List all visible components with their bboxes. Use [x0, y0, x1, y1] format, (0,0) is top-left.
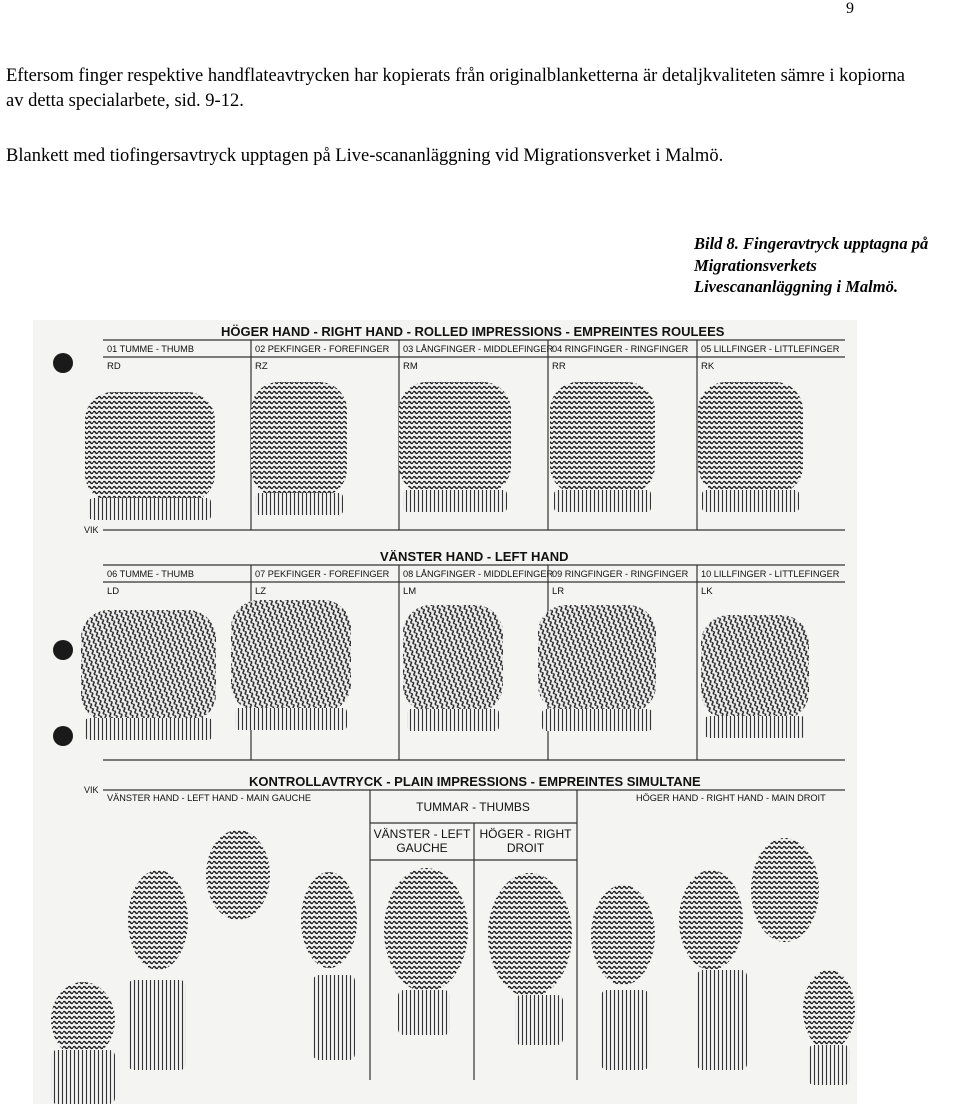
finger-code: RK — [701, 361, 715, 372]
rolled-left-title: VÄNSTER HAND - LEFT HAND — [380, 549, 569, 564]
finger-crease — [313, 975, 355, 1060]
caption-line: Migrationsverkets — [694, 255, 817, 275]
finger-crease — [255, 493, 343, 515]
finger-crease — [85, 718, 212, 740]
rolled-fingerprint — [698, 382, 803, 494]
rolled-fingerprint — [231, 600, 351, 712]
plain-fingerprint — [591, 885, 655, 985]
plain-fingerprint — [751, 838, 819, 942]
finger-crease — [235, 708, 347, 730]
cell-label: 05 LILLFINGER - LITTLEFINGER — [701, 344, 840, 354]
caption-line: Livescananläggning i Malmö. — [694, 277, 898, 296]
binder-hole — [53, 353, 73, 373]
rolled-fingerprint — [550, 382, 655, 494]
plain-fingerprint — [488, 873, 572, 997]
plain-fingerprint — [679, 870, 743, 970]
finger-code: LZ — [255, 586, 267, 597]
finger-crease — [601, 990, 649, 1070]
plain-fingerprint — [206, 830, 270, 920]
thumb-right-line: HÖGER - RIGHT — [479, 827, 572, 841]
rolled-fingerprint — [81, 610, 216, 722]
binder-hole — [53, 640, 73, 660]
finger-crease — [808, 1045, 850, 1085]
finger-code: LK — [701, 586, 713, 597]
binder-hole — [53, 726, 73, 746]
thumb-right-label — [474, 827, 577, 855]
finger-code: LM — [403, 586, 417, 597]
plain-fingerprint — [128, 870, 188, 970]
figure-caption — [694, 233, 960, 298]
finger-crease — [89, 498, 211, 520]
finger-code: RM — [403, 361, 418, 372]
thumb-right-line: DROIT — [506, 841, 545, 855]
finger-crease — [407, 709, 499, 731]
fold-mark: VIK — [84, 785, 99, 795]
page-number: 9 — [846, 0, 854, 17]
cell-label: 02 PEKFINGER - FOREFINGER — [255, 344, 390, 354]
finger-crease — [705, 716, 805, 738]
finger-crease — [128, 980, 186, 1070]
cell-label: 09 RINGFINGER - RINGFINGER — [552, 569, 689, 579]
finger-code: LD — [107, 586, 120, 597]
rolled-fingerprint — [85, 392, 215, 502]
cell-label: 10 LILLFINGER - LITTLEFINGER — [701, 569, 840, 579]
fingerprint-card — [33, 320, 857, 1104]
paragraph-form-description: Blankett med tiofingersavtryck upptagen på Live-scananläggning vid Migrationsverket i Malmö. — [6, 146, 724, 166]
finger-crease — [398, 990, 450, 1035]
finger-crease — [51, 1050, 115, 1104]
rolled-fingerprint — [701, 615, 809, 720]
plain-left-label: VÄNSTER HAND - LEFT HAND - MAIN GAUCHE — [107, 793, 312, 803]
cell-label: 07 PEKFINGER - FOREFINGER — [255, 569, 390, 579]
rolled-fingerprint — [399, 382, 511, 494]
finger-crease — [403, 490, 507, 512]
rolled-fingerprint — [403, 605, 503, 713]
finger-code: RZ — [255, 361, 268, 372]
plain-fingerprint — [51, 982, 115, 1058]
rolled-fingerprint — [538, 605, 656, 713]
finger-crease — [554, 490, 651, 512]
cell-label: 08 LÅNGFINGER - MIDDLEFINGER — [403, 569, 554, 579]
finger-code: RR — [552, 361, 566, 372]
cell-label: 06 TUMME - THUMB — [107, 569, 194, 579]
finger-crease — [515, 995, 563, 1045]
thumb-left-line: GAUCHE — [396, 841, 448, 855]
thumbs-heading: TUMMAR - THUMBS — [416, 800, 530, 814]
card-graphics — [33, 320, 857, 1104]
finger-code: RD — [107, 361, 121, 372]
rolled-fingerprint — [251, 382, 347, 497]
thumb-left-line: VÄNSTER - LEFT — [373, 827, 471, 841]
finger-crease — [697, 970, 747, 1070]
cell-label: 01 TUMME - THUMB — [107, 344, 194, 354]
rolled-right-title: HÖGER HAND - RIGHT HAND - ROLLED IMPRESSIONS - EMPREINTES ROULEES — [221, 324, 725, 339]
thumb-left-label — [370, 827, 474, 855]
plain-impressions-title: KONTROLLAVTRYCK - PLAIN IMPRESSIONS - EMPREINTES SIMULTANE — [249, 774, 701, 789]
finger-crease — [542, 709, 652, 731]
plain-fingerprint — [803, 970, 855, 1050]
cell-label: 03 LÅNGFINGER - MIDDLEFINGER — [403, 344, 554, 354]
cell-label: 04 RINGFINGER - RINGFINGER — [552, 344, 689, 354]
plain-fingerprint — [384, 868, 468, 992]
finger-code: LR — [552, 586, 565, 597]
plain-fingerprint — [301, 872, 357, 968]
caption-line: Bild 8. Fingeravtryck upptagna på — [694, 234, 929, 253]
plain-right-label: HÖGER HAND - RIGHT HAND - MAIN DROIT — [636, 793, 826, 803]
paragraph-copy-quality: Eftersom finger respektive handflateavtrycken har kopierats från originalblanketterna är detaljkvaliteten sämre i kopiorna av detta specialarbete, sid. 9-12. — [6, 66, 905, 111]
fold-mark: VIK — [84, 525, 99, 535]
finger-crease — [702, 490, 799, 512]
